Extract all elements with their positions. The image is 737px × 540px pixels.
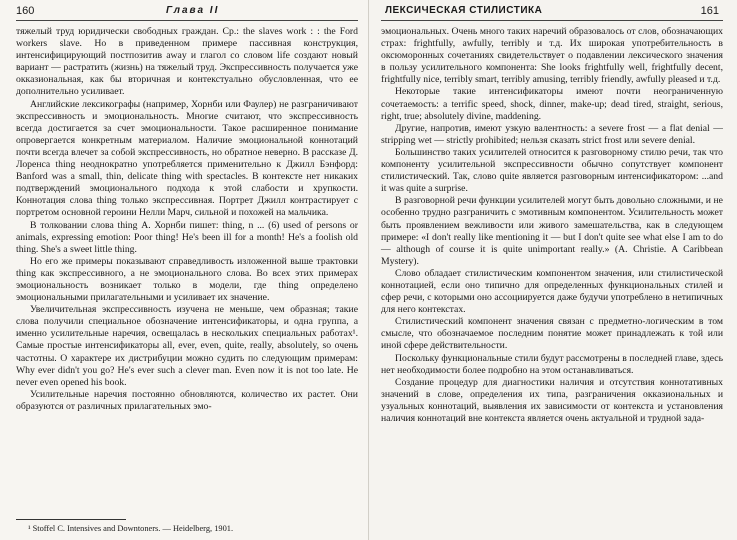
footnote-text: ¹ Stoffel C. Intensives and Downtoners. — Heidelberg, 1901.: [28, 524, 234, 533]
running-head: ЛЕКСИЧЕСКАЯ СТИЛИСТИКА: [385, 5, 543, 16]
page-number: 161: [700, 5, 719, 17]
paragraph: Английские лексикографы (например, Хорнби или Фаулер) не разграничивают экспрессивность и эмоциональность. Многие считают, что экспрессивность всегда достигается за счет эмоциональности. Такое расширенное понимание опровергается конкретным материалом. Наличие эмоциональной коннотаций почти всегда влечет за собой экспрессивность, но обратное неверно. В рассказе Д. Лоренса thing неоднократно употребляется применительно к Джилл Бэнфорд: Banford was a small, thin, delicate thing with spectacles. В контексте нет никаких подтверждений эмоционального подхода к этой слабости и хрупкости. Коннотация слова thing только экспрессивная. Портрет Джилл контрастирует с портретом основной героини Нелли Марч, сильной и похожей на мальчика.: [16, 98, 358, 219]
paragraph: Большинство таких усилителей относится к разговорному стилю речи, так что компоненту усилительной экспрессивности обычно сопутствует компонент стилистический. Так, слово quite является разговорным интенсификатором: ...and it was quite a surprise.: [381, 146, 723, 195]
footnote: [16, 519, 358, 534]
right-page-body: [381, 26, 723, 425]
paragraph: Создание процедур для диагностики наличия и отсутствия коннотативных значений в слове, определения их типа, разграничения окказиональных и узуальных коннотаций, выявления их зависимости от контекста и установления наличия коннотаций вне контекста является очень актуальной и трудной зада-: [381, 376, 723, 424]
paragraph: Поскольку функциональные стили будут рассмотрены в последней главе, здесь нет необходимости более подробно на этом останавливаться.: [381, 352, 723, 376]
paragraph: Слово обладает стилистическим компонентом значения, или стилистической коннотацией, если оно типично для определенных функциональных стилей и сфер речи, с которыми оно ассоциируется даже будучи употреблено в нетипичных для него контекстах.: [381, 267, 723, 316]
right-page: [369, 0, 737, 540]
paragraph: В разговорной речи функции усилителей могут быть довольно сложными, и не особенно трудно разграничить с эмотивным компонентом. Усилительность может быть проявлением вежливости или живого замешательства, как в следующем примере: «I don't really like mentioning it — but I don't quite see what else I am to do — although of course it is quite unimportant really.» (A. Christie. A Caribbean Mystery).: [381, 195, 723, 267]
paragraph: Увеличительная экспрессивность изучена не меньше, чем образная; такие слова получили специальное обозначение интенсификаторы, и одна группа, а именно усилительные наречия, освещалась в нескольких специальных работах¹. Самые простые интенсификаторы all, ever, even, quite, really, absolutely, so очень частотны. О характере их дистрибуции можно судить по следующим примерам: Why ever didn't you go? He's ever such a clever man. Even now it is not too late. He never even opened his book.: [16, 304, 358, 388]
left-page: [0, 0, 368, 540]
page-number: 160: [16, 5, 35, 17]
paragraph: Но его же примеры показывают справедливость изложенной выше трактовки thing как экспрессивного, а не эмоционального слова. Во всех этих примерах эмоциональность возникает только в модели, где thing определено эмоциональными прилагательными и усиливает их значение.: [16, 255, 358, 304]
left-page-header: [16, 4, 358, 21]
paragraph: Другие, напротив, имеют узкую валентность: a severe frost — a flat denial — stripping wet — strictly prohibited; нельзя сказать strict frost или severe denial.: [381, 122, 723, 146]
paragraph: Некоторые такие интенсификаторы имеют почти неограниченную сочетаемость: a terrific speed, shock, dinner, make-up; dead tired, straight, serious, right, true; absolutely divine, maddening.: [381, 86, 723, 122]
left-page-body: [16, 26, 358, 413]
paragraph: Стилистический компонент значения связан с предметно-логическим в том смысле, что обозначаемое последним понятие может принадлежать к той или иной сфере действительности.: [381, 316, 723, 352]
paragraph: эмоциональных. Очень много таких наречий образовалось от слов, обозначающих страх: frightfully, awfully, terribly и т.д. Их широкая употребительность в оксюморонных сочетаниях свидетельствует о подавлении лексического значения в пользу усилительного компонента: She looks frightfully well, frightfully decent, frightfully nice, terribly smart, terribly amusing, terribly friendly, awfully pleased и т.д.: [381, 26, 723, 86]
right-page-header: [381, 4, 723, 21]
running-head: Глава II: [166, 5, 220, 16]
footnote-rule: [16, 519, 126, 520]
paragraph: Усилительные наречия постоянно обновляются, количество их растет. Они образуются от различных прилагательных эмо-: [16, 388, 358, 412]
paragraph: тяжелый труд юридически свободных граждан. Ср.: the slaves work : : the Ford workers slave. Но в приведенном примере пассивная конструкция, интенсифицирующий постпозитив away и глагол со словом life создают новый вариант — растратить (жизнь) на тяжелый труд. Экспрессивность получается уже окказиональная, как бы вторичная и контекстуально обусловленная, что ее дополнительно усиливает.: [16, 26, 358, 98]
paragraph: В толковании слова thing А. Хорнби пишет: thing, n ... (6) used of persons or animals, expressing emotion: Poor thing! He's been ill for a month! He's a foolish old thing. She's a sweet little thing.: [16, 219, 358, 255]
